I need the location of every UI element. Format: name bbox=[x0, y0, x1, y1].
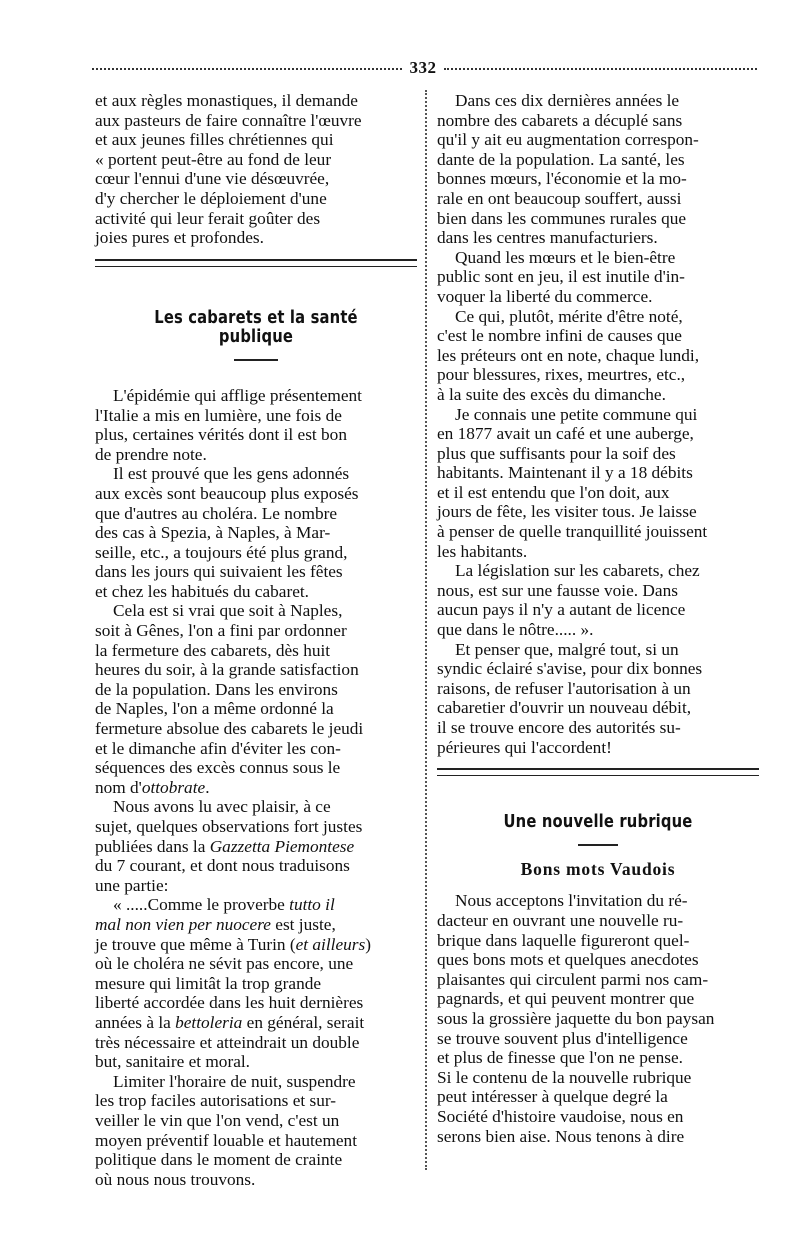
paragraph: Il est prouvé que les gens adonnés aux excès sont beaucoup plus exposés que d'autres au choléra. Le nombre des cas à Spezia, à Naples, à Mar- seille, etc., a toujours été plus grand, dans les jours qui suivaient les fêtes et chez les habitués du cabaret. bbox=[95, 464, 359, 601]
paragraph: Et penser que, malgré tout, si un syndic éclairé s'avise, pour dix bonnes raisons, de refuser l'autorisation à un cabaretier d'ouvrir un nouveau débit, il se trouve encore des autorités su- périeures qui l'accordent! bbox=[437, 639, 703, 757]
paragraph: Ce qui, plutôt, mérite d'être noté, c'est le nombre infini de causes que les préteurs ont en note, chaque lundi, pour blessures, rixes, meurtres, etc., à la suite des excès du dimanche. bbox=[437, 306, 700, 404]
paragraph: Dans ces dix dernières années le nombre des cabarets a décuplé sans qu'il y ait eu augmentation correspon- dante de la population. La santé, les bonnes mœurs, l'économie et la mo- rale en ont beaucoup souffert, aussi bien dans les communes rurales que dans les centres manufacturiers. bbox=[437, 91, 699, 248]
section-separator bbox=[437, 768, 759, 776]
paragraph: Nous avons lu avec plaisir, à ce sujet, quelques observations fort justes publiées dans la Gazzetta Piemontese du 7 courant, et dont nous traduisons une partie: bbox=[95, 797, 363, 895]
article-subheading: Bons mots Vaudois bbox=[520, 858, 676, 879]
header-rule-right bbox=[444, 68, 757, 72]
paragraph-continued: et aux règles monastiques, il demande aux pasteurs de faire connaître l'œuvre et aux jeunes filles chrétiennes qui « portent peut-être au fond de leur cœur l'ennui d'une vie désœuvrée, d'y chercher le déploiement d'une activité qui leur ferait goûter des joies pures et profondes. bbox=[95, 91, 362, 248]
paragraph: Je connais une petite commune qui en 1877 avait un café et une auberge, plus que suffisants pour la soif des habitants. Maintenant il y a 18 débits et il est entendu que l'on doit, aux jours de fête, les visiter tous. Je laisse à penser de quelle tranquillité jouissent les habitants. bbox=[437, 404, 708, 561]
paragraph: Nous acceptons l'invitation du ré- dacteur en ouvrant une nouvelle ru- brique dans laquelle figureront quel- ques bons mots et quelques anecdotes plaisantes qui circulent parmi nos cam- pagnards, et qui peuvent montrer que sous la grossière jaquette du bon paysan se trouve souvent plus d'intelligence et plus de finesse que l'on ne pense. Si le contenu de la nouvelle rubrique peut intéresser à quelque degré la Société d'histoire vaudoise, nous en serons bien aise. Nous tenons à dire bbox=[437, 891, 715, 1146]
page-header bbox=[92, 58, 757, 80]
paragraph: Limiter l'horaire de nuit, suspendre les trop faciles autorisations et sur- veiller le vin que l'on vend, c'est un moyen préventif louable et hautement politique dans le moment de crainte où nous nous trouvons. bbox=[95, 1071, 358, 1189]
article-heading: Une nouvelle rubrique bbox=[503, 811, 693, 833]
quotation-paragraph: « .....Comme le proverbe tutto il mal non vien per nuocere est juste, je trouve que même à Turin (et ailleurs) où le choléra ne sévit pas encore, une mesure qui limitât la trop grande liberté accordée dans les huit dernières années à la bettoleria en général, serait très nécessaire et atteindrait un double but, sanitaire et moral. bbox=[95, 895, 371, 1072]
section-separator bbox=[95, 259, 417, 267]
article-heading: Les cabarets et la santé publique bbox=[154, 306, 358, 348]
paragraph: La législation sur les cabarets, chez nous, est sur une fausse voie. Dans aucun pays il n'y a autant de licence que dans le nôtre..... ». bbox=[437, 561, 700, 640]
header-rule-left bbox=[92, 68, 402, 72]
paragraph: L'épidémie qui afflige présentement l'Italie a mis en lumière, une fois de plus, certaines vérités dont il est bon de prendre note. bbox=[95, 385, 362, 464]
column-divider bbox=[425, 90, 427, 1170]
paragraph: Cela est si vrai que soit à Naples, soit à Gênes, l'on a fini par ordonner la fermeture des cabarets, dès huit heures du soir, à la grande satisfaction de la population. Dans les environs de Naples, l'on a même ordonné la fermeture absolue des cabarets le jeudi et le dimanche afin d'éviter les con- séquences des excès connus sous le nom d'ottobrate. bbox=[95, 601, 364, 797]
page-number: 332 bbox=[409, 58, 437, 77]
paragraph: Quand les mœurs et le bien-être public sont en jeu, il est inutile d'in- voquer la liberté du commerce. bbox=[437, 247, 685, 306]
right-column bbox=[437, 91, 759, 1146]
left-column bbox=[95, 91, 417, 1189]
